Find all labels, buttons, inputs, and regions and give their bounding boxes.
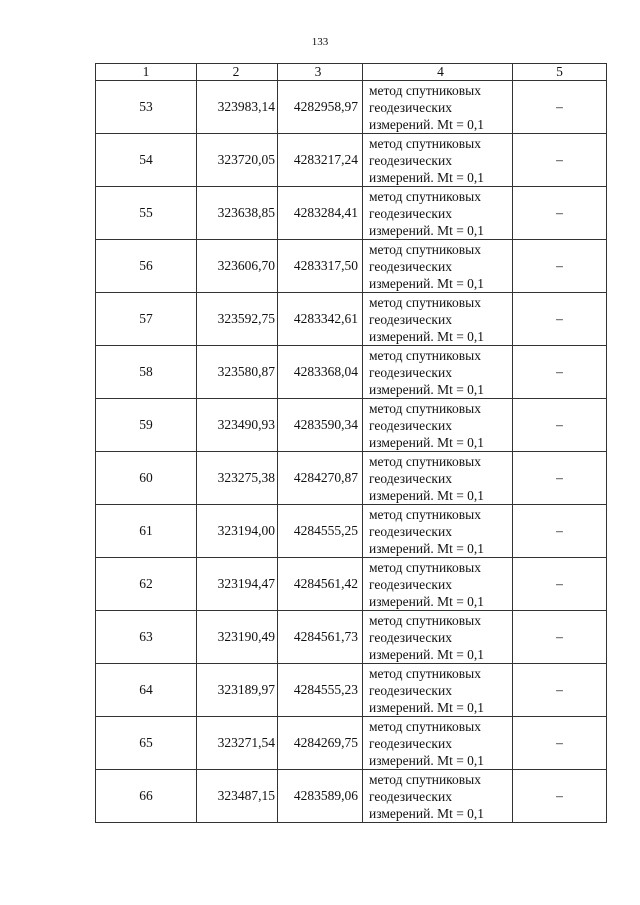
method-line: измерений. Mt = 0,1 bbox=[369, 116, 485, 132]
note-cell: – bbox=[513, 346, 607, 399]
page-number: 133 bbox=[311, 36, 329, 48]
y-coordinate-cell: 4283368,04 bbox=[278, 346, 363, 399]
method-cell bbox=[363, 664, 513, 717]
method-cell bbox=[363, 187, 513, 240]
note-cell: – bbox=[513, 611, 607, 664]
table-row bbox=[96, 611, 607, 664]
method-line: измерений. Mt = 0,1 bbox=[369, 169, 485, 185]
method-line: измерений. Mt = 0,1 bbox=[369, 381, 485, 397]
x-coordinate-cell: 323983,14 bbox=[197, 81, 278, 134]
method-line: метод спутниковых bbox=[369, 400, 481, 416]
method-cell bbox=[363, 452, 513, 505]
method-line: метод спутниковых bbox=[369, 771, 481, 787]
method-line: геодезических bbox=[369, 311, 452, 327]
method-line: измерений. Mt = 0,1 bbox=[369, 487, 485, 503]
y-coordinate-cell: 4284270,87 bbox=[278, 452, 363, 505]
method-line: геодезических bbox=[369, 576, 452, 592]
note-cell: – bbox=[513, 187, 607, 240]
table-row bbox=[96, 293, 607, 346]
table-row bbox=[96, 505, 607, 558]
method-line: метод спутниковых bbox=[369, 665, 481, 681]
table-row bbox=[96, 346, 607, 399]
method-line: метод спутниковых bbox=[369, 188, 481, 204]
table-row bbox=[96, 452, 607, 505]
x-coordinate-cell: 323190,49 bbox=[197, 611, 278, 664]
method-line: метод спутниковых bbox=[369, 453, 481, 469]
table-row bbox=[96, 134, 607, 187]
note-cell: – bbox=[513, 399, 607, 452]
method-line: геодезических bbox=[369, 629, 452, 645]
point-number-cell: 57 bbox=[96, 293, 197, 346]
column-header-5: 5 bbox=[513, 64, 607, 81]
y-coordinate-cell: 4284555,23 bbox=[278, 664, 363, 717]
method-cell bbox=[363, 770, 513, 823]
method-line: метод спутниковых bbox=[369, 612, 481, 628]
method-line: измерений. Mt = 0,1 bbox=[369, 540, 485, 556]
table-row bbox=[96, 187, 607, 240]
point-number-cell: 55 bbox=[96, 187, 197, 240]
method-line: измерений. Mt = 0,1 bbox=[369, 222, 485, 238]
table-row bbox=[96, 399, 607, 452]
note-cell: – bbox=[513, 81, 607, 134]
x-coordinate-cell: 323194,00 bbox=[197, 505, 278, 558]
y-coordinate-cell: 4283284,41 bbox=[278, 187, 363, 240]
point-number-cell: 54 bbox=[96, 134, 197, 187]
point-number-cell: 58 bbox=[96, 346, 197, 399]
x-coordinate-cell: 323606,70 bbox=[197, 240, 278, 293]
method-cell bbox=[363, 293, 513, 346]
method-line: геодезических bbox=[369, 788, 452, 804]
y-coordinate-cell: 4282958,97 bbox=[278, 81, 363, 134]
column-header-2: 2 bbox=[197, 64, 278, 81]
method-line: метод спутниковых bbox=[369, 82, 481, 98]
y-coordinate-cell: 4284555,25 bbox=[278, 505, 363, 558]
point-number-cell: 56 bbox=[96, 240, 197, 293]
point-number-cell: 62 bbox=[96, 558, 197, 611]
y-coordinate-cell: 4284561,73 bbox=[278, 611, 363, 664]
method-line: геодезических bbox=[369, 152, 452, 168]
note-cell: – bbox=[513, 717, 607, 770]
table-row bbox=[96, 81, 607, 134]
x-coordinate-cell: 323580,87 bbox=[197, 346, 278, 399]
method-cell bbox=[363, 611, 513, 664]
column-header-4: 4 bbox=[363, 64, 513, 81]
method-cell bbox=[363, 505, 513, 558]
method-line: метод спутниковых bbox=[369, 135, 481, 151]
method-line: измерений. Mt = 0,1 bbox=[369, 593, 485, 609]
point-number-cell: 66 bbox=[96, 770, 197, 823]
table-header-row bbox=[96, 64, 607, 81]
x-coordinate-cell: 323487,15 bbox=[197, 770, 278, 823]
note-cell: – bbox=[513, 134, 607, 187]
x-coordinate-cell: 323275,38 bbox=[197, 452, 278, 505]
method-line: измерений. Mt = 0,1 bbox=[369, 752, 485, 768]
point-number-cell: 53 bbox=[96, 81, 197, 134]
method-line: геодезических bbox=[369, 99, 452, 115]
note-cell: – bbox=[513, 293, 607, 346]
method-line: метод спутниковых bbox=[369, 347, 481, 363]
method-cell bbox=[363, 346, 513, 399]
method-line: геодезических bbox=[369, 258, 452, 274]
method-line: измерений. Mt = 0,1 bbox=[369, 646, 485, 662]
y-coordinate-cell: 4283342,61 bbox=[278, 293, 363, 346]
point-number-cell: 63 bbox=[96, 611, 197, 664]
method-line: геодезических bbox=[369, 470, 452, 486]
table-body bbox=[96, 81, 607, 823]
method-line: измерений. Mt = 0,1 bbox=[369, 699, 485, 715]
y-coordinate-cell: 4283217,24 bbox=[278, 134, 363, 187]
point-number-cell: 61 bbox=[96, 505, 197, 558]
method-line: геодезических bbox=[369, 205, 452, 221]
point-number-cell: 60 bbox=[96, 452, 197, 505]
method-line: измерений. Mt = 0,1 bbox=[369, 805, 485, 821]
method-line: метод спутниковых bbox=[369, 241, 481, 257]
note-cell: – bbox=[513, 505, 607, 558]
method-cell bbox=[363, 558, 513, 611]
y-coordinate-cell: 4284269,75 bbox=[278, 717, 363, 770]
y-coordinate-cell: 4284561,42 bbox=[278, 558, 363, 611]
method-line: геодезических bbox=[369, 417, 452, 433]
table-row bbox=[96, 558, 607, 611]
method-line: метод спутниковых bbox=[369, 506, 481, 522]
method-line: геодезических bbox=[369, 364, 452, 380]
note-cell: – bbox=[513, 558, 607, 611]
x-coordinate-cell: 323720,05 bbox=[197, 134, 278, 187]
note-cell: – bbox=[513, 240, 607, 293]
method-line: метод спутниковых bbox=[369, 559, 481, 575]
method-line: метод спутниковых bbox=[369, 294, 481, 310]
table-row bbox=[96, 717, 607, 770]
table-row bbox=[96, 770, 607, 823]
column-header-3: 3 bbox=[278, 64, 363, 81]
method-cell bbox=[363, 81, 513, 134]
method-cell bbox=[363, 240, 513, 293]
method-cell bbox=[363, 134, 513, 187]
x-coordinate-cell: 323592,75 bbox=[197, 293, 278, 346]
note-cell: – bbox=[513, 452, 607, 505]
column-header-1: 1 bbox=[96, 64, 197, 81]
x-coordinate-cell: 323271,54 bbox=[197, 717, 278, 770]
method-line: геодезических bbox=[369, 523, 452, 539]
point-number-cell: 65 bbox=[96, 717, 197, 770]
method-line: измерений. Mt = 0,1 bbox=[369, 275, 485, 291]
y-coordinate-cell: 4283590,34 bbox=[278, 399, 363, 452]
point-number-cell: 59 bbox=[96, 399, 197, 452]
method-cell bbox=[363, 717, 513, 770]
coordinates-table bbox=[95, 63, 607, 823]
method-cell bbox=[363, 399, 513, 452]
method-line: измерений. Mt = 0,1 bbox=[369, 328, 485, 344]
method-line: геодезических bbox=[369, 735, 452, 751]
x-coordinate-cell: 323189,97 bbox=[197, 664, 278, 717]
x-coordinate-cell: 323490,93 bbox=[197, 399, 278, 452]
method-line: измерений. Mt = 0,1 bbox=[369, 434, 485, 450]
x-coordinate-cell: 323638,85 bbox=[197, 187, 278, 240]
point-number-cell: 64 bbox=[96, 664, 197, 717]
y-coordinate-cell: 4283589,06 bbox=[278, 770, 363, 823]
method-line: геодезических bbox=[369, 682, 452, 698]
method-line: метод спутниковых bbox=[369, 718, 481, 734]
note-cell: – bbox=[513, 664, 607, 717]
table-row bbox=[96, 240, 607, 293]
table-row bbox=[96, 664, 607, 717]
note-cell: – bbox=[513, 770, 607, 823]
y-coordinate-cell: 4283317,50 bbox=[278, 240, 363, 293]
x-coordinate-cell: 323194,47 bbox=[197, 558, 278, 611]
